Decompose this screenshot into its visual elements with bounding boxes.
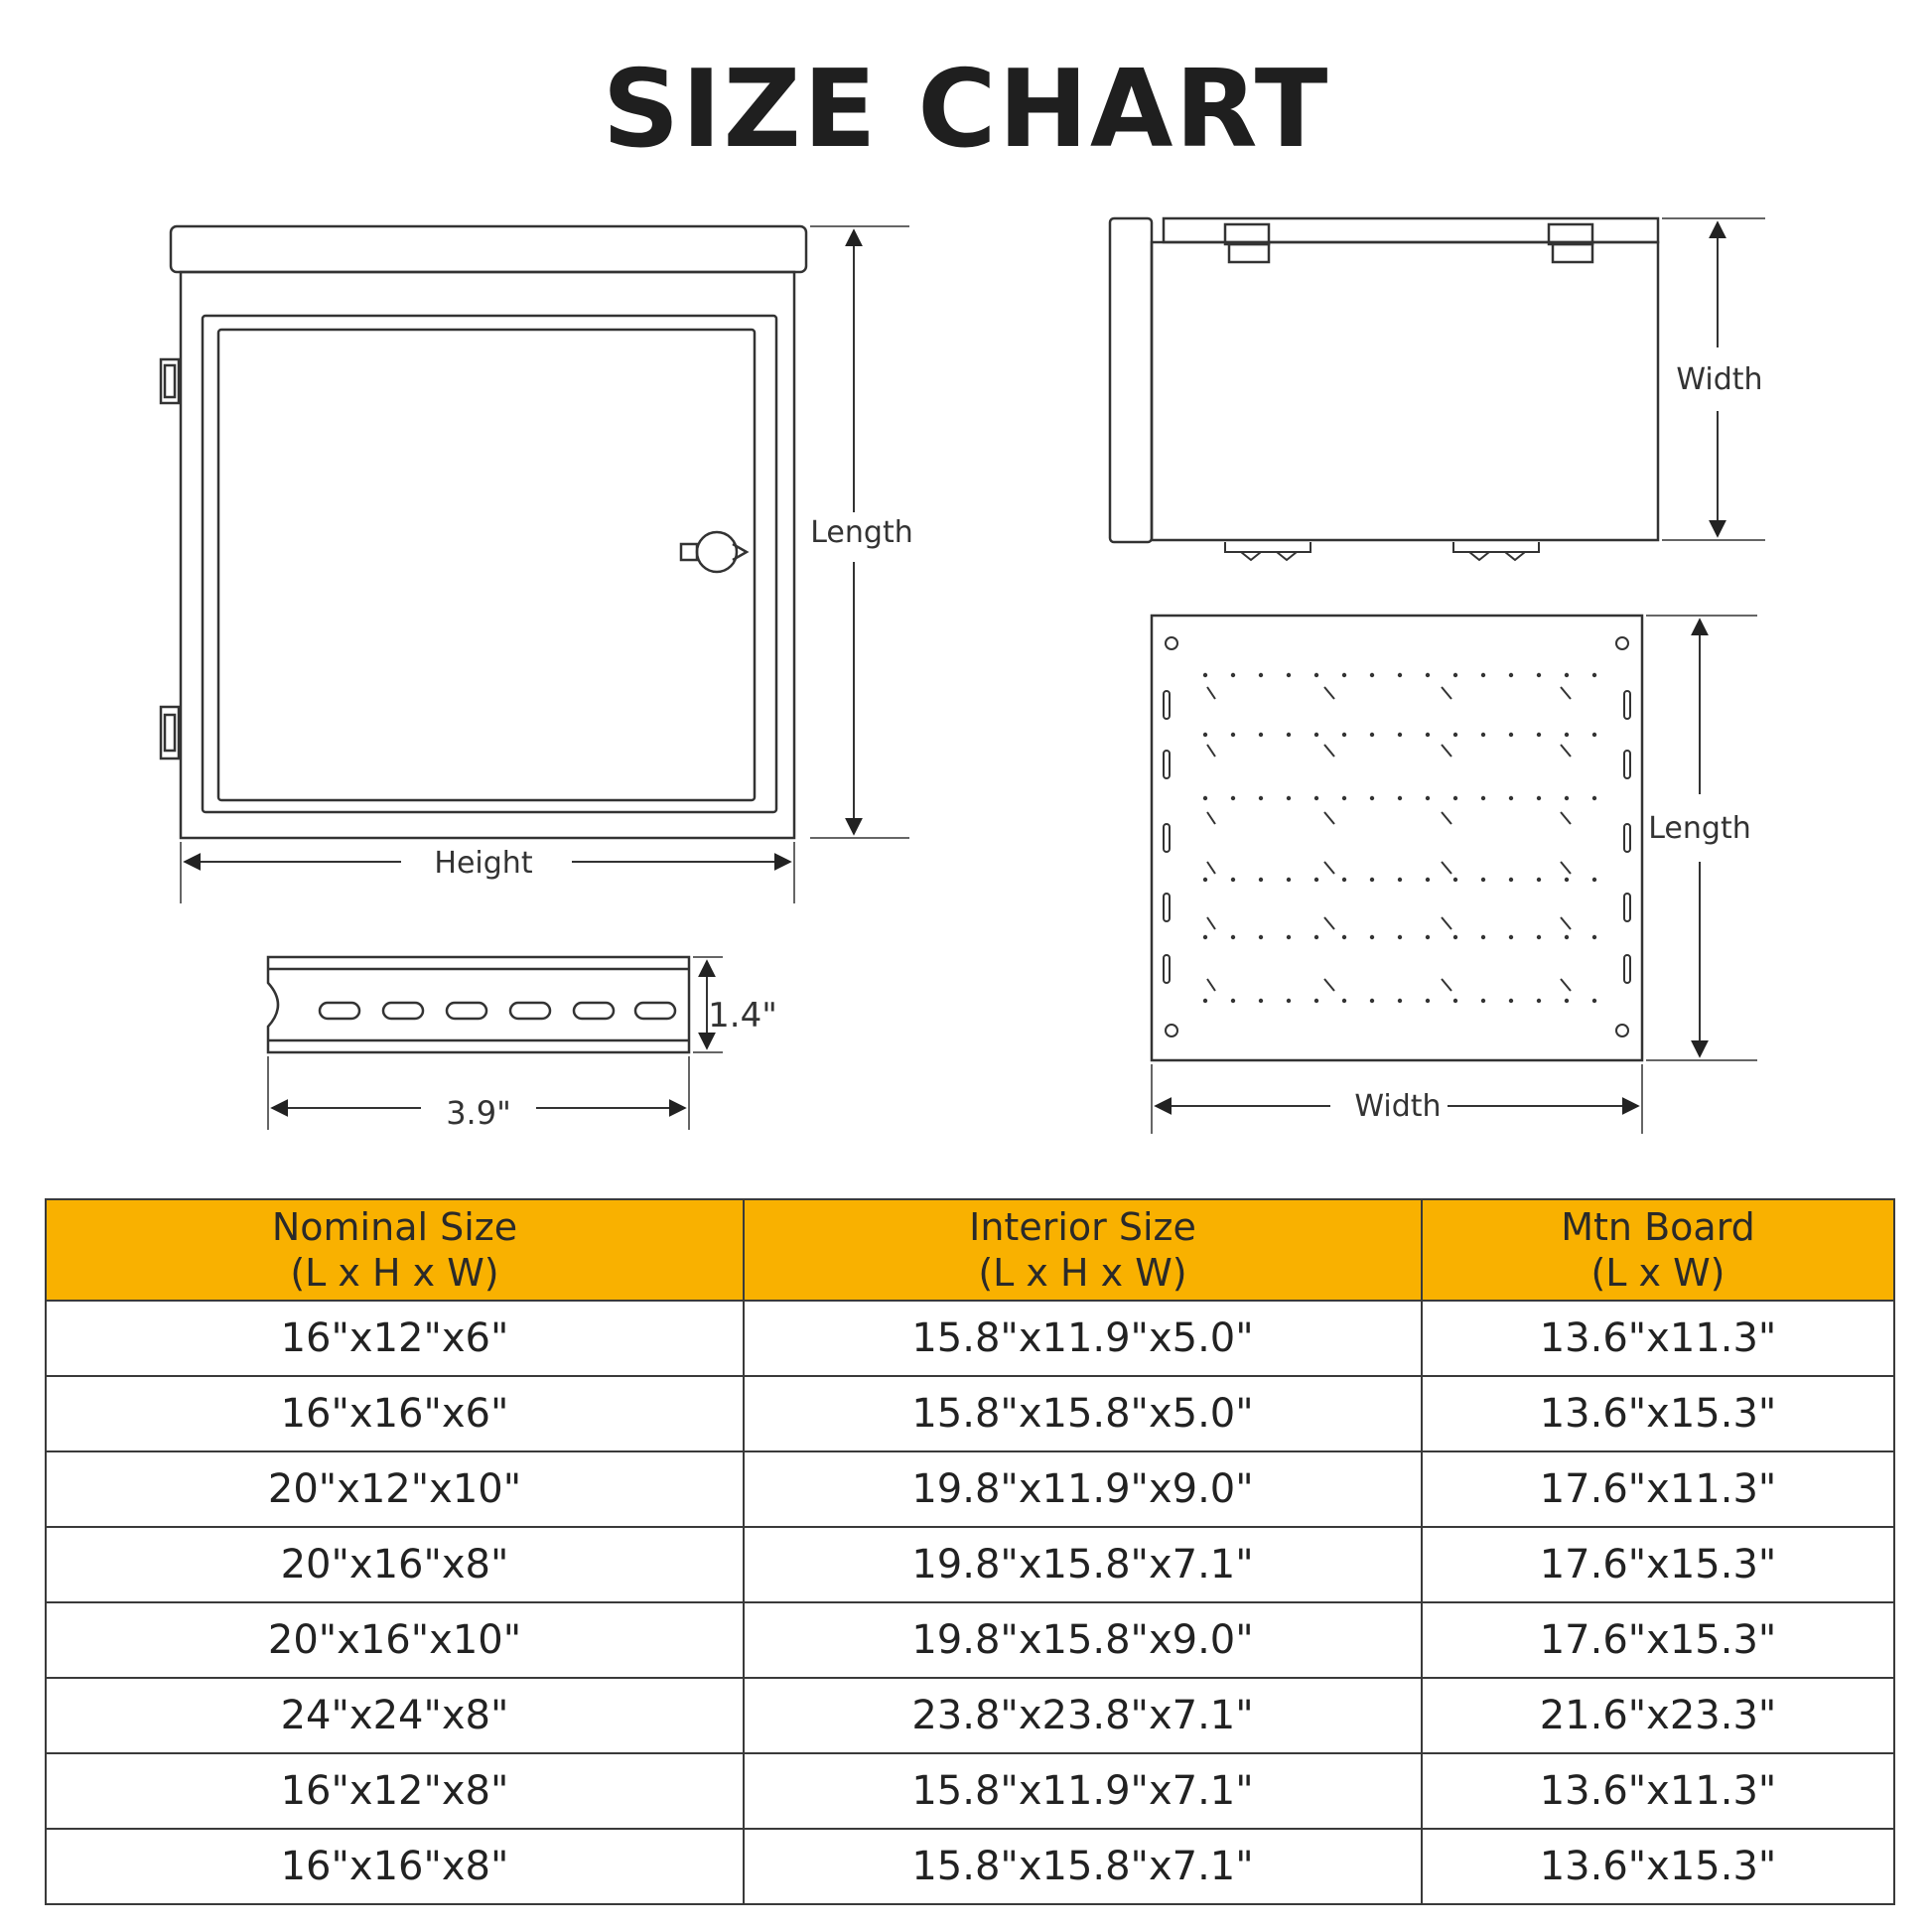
mtn-board-cell: 13.6"x11.3" [1422,1301,1894,1376]
board-dimensions [1152,616,1757,1134]
lock-icon [681,532,747,572]
table-row [46,1753,1894,1829]
mtn-board-cell: 13.6"x15.3" [1422,1829,1894,1904]
side-view [1110,218,1658,560]
board-diagonal-slots [1207,687,1571,699]
size-table [45,1198,1895,1905]
header-interior-size: Interior Size (L x H x W) [744,1199,1422,1301]
interior-size-cell: 15.8"x15.8"x7.1" [744,1829,1422,1904]
rail-height-label: 1.4" [708,996,777,1035]
nominal-size-cell: 16"x12"x8" [46,1753,744,1829]
mounting-board [1152,616,1642,1060]
board-outline [1152,616,1642,1060]
interior-size-cell: 19.8"x15.8"x9.0" [744,1602,1422,1678]
board-dot-rows [1203,673,1596,1003]
rail-slot [320,1003,359,1019]
table-row [46,1527,1894,1602]
side-rain-hood [1110,218,1152,542]
side-body [1152,242,1658,540]
mtn-board-cell: 13.6"x11.3" [1422,1753,1894,1829]
side-door-edge [1164,218,1658,242]
page-title: SIZE CHART [602,48,1330,172]
mtn-board-cell: 17.6"x11.3" [1422,1451,1894,1527]
board-length-label: Length [1648,811,1751,846]
din-rail [268,957,689,1052]
table-row [46,1678,1894,1753]
interior-size-cell: 19.8"x11.9"x9.0" [744,1451,1422,1527]
front-door-outer [203,316,776,812]
nominal-size-cell: 16"x12"x6" [46,1301,744,1376]
table-header-row [46,1199,1894,1301]
front-height-label: Height [434,846,533,881]
rail-slot [635,1003,675,1019]
interior-size-cell: 15.8"x15.8"x5.0" [744,1376,1422,1451]
nominal-size-cell: 16"x16"x6" [46,1376,744,1451]
side-width-label: Width [1676,362,1763,397]
board-width-label: Width [1354,1089,1442,1124]
bracket-icon [1225,542,1539,560]
front-door-inner [218,330,755,800]
front-body [181,272,794,838]
front-length-label: Length [810,515,913,550]
nominal-size-cell: 24"x24"x8" [46,1678,744,1753]
mtn-board-cell: 13.6"x15.3" [1422,1376,1894,1451]
table-row [46,1301,1894,1376]
rail-width-label: 3.9" [446,1094,511,1132]
mtn-board-cell: 17.6"x15.3" [1422,1602,1894,1678]
header-nominal-size: Nominal Size (L x H x W) [46,1199,744,1301]
table-row [46,1829,1894,1904]
front-dimensions [181,226,909,903]
nominal-size-cell: 20"x12"x10" [46,1451,744,1527]
interior-size-cell: 19.8"x15.8"x7.1" [744,1527,1422,1602]
rail-slot [447,1003,486,1019]
front-view [161,226,806,838]
rail-slot [510,1003,550,1019]
nominal-size-cell: 16"x16"x8" [46,1829,744,1904]
nominal-size-cell: 20"x16"x8" [46,1527,744,1602]
table-row [46,1451,1894,1527]
header-mtn-board: Mtn Board (L x W) [1422,1199,1894,1301]
mtn-board-cell: 17.6"x15.3" [1422,1527,1894,1602]
board-corner-holes [1166,637,1628,1036]
nominal-size-cell: 20"x16"x10" [46,1602,744,1678]
interior-size-cell: 15.8"x11.9"x7.1" [744,1753,1422,1829]
interior-size-cell: 15.8"x11.9"x5.0" [744,1301,1422,1376]
rail-slot [574,1003,614,1019]
front-rain-hood [171,226,806,272]
interior-size-cell: 23.8"x23.8"x7.1" [744,1678,1422,1753]
table-row [46,1602,1894,1678]
table-row [46,1376,1894,1451]
mtn-board-cell: 21.6"x23.3" [1422,1678,1894,1753]
rail-slot [383,1003,423,1019]
